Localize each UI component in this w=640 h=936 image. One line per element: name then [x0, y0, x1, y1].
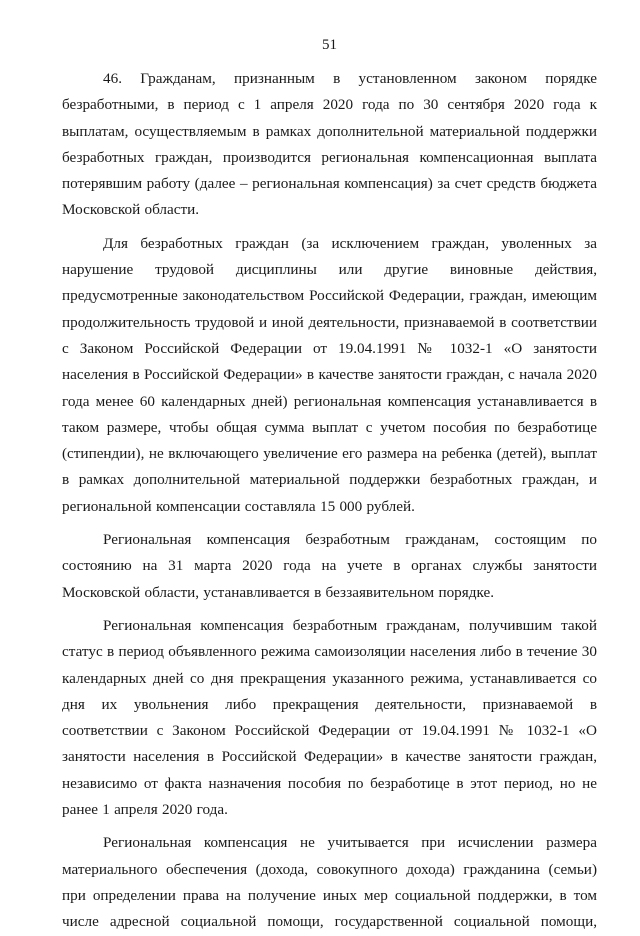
paragraph-compensation-amount: Для безработных граждан (за исключением граждан, уволенных за нарушение трудовой дисциплины или другие виновные действия, предусмотренные законодательством Российской Федерации, граждан, имеющим продолжительность трудовой и иной деятельности, признаваемой в соответствии с Законом Российской Федерации от 19.04.1991 № 1032-1 «О занятости населения в Российской Федерации» в качестве занятости граждан, с начала 2020 года менее 60 календарных дней) региональная компенсация устанавливается в таком размере, чтобы общая сумма выплат с учетом пособия по безработице (стипендии), не включающего увеличение его размера на ребенка (детей), выплат в рамках дополнительной материальной поддержки безработных граждан, и региональной компенсации составляла 15 000 рублей.	[62, 234, 597, 515]
paragraph-not-counted-as-income: Региональная компенсация не учитывается при исчислении размера материального обеспечения (дохода, совокупного дохода) гражданина (семьи) при определении права на получение иных мер социальной поддержки, в том числе адресной социальной помощи, государственной социальной помощи,	[62, 834, 597, 931]
document-page	[62, 0, 597, 931]
paragraph-46-unemployed-compensation: 46. Гражданам, признанным в установленном законом порядке безработными, в период с 1 апреля 2020 года по 30 сентября 2020 года к выплатам, осуществляемым в рамках дополнительной материальной поддержки безработных граждан, производится региональная компенсационная выплата потерявшим работу (далее – региональная компенсация) за счет средств бюджета Московской области.	[62, 70, 597, 219]
paragraph-self-isolation-period: Региональная компенсация безработным гражданам, получившим такой статус в период объявленного режима самоизоляции населения либо в течение 30 календарных дней со дня прекращения указанного режима, устанавливается со дня их увольнения либо прекращения деятельности, признаваемой в соответствии с Законом Российской Федерации от 19.04.1991 № 1032-1 «О занятости населения в Российской Федерации» в качестве занятости граждан, независимо от факта назначения пособия по безработице в этот период, но не ранее 1 апреля 2020 года.	[62, 616, 597, 819]
paragraph-registered-by-march-31: Региональная компенсация безработным гражданам, состоящим по состоянию на 31 марта 2020 года на учете в органах службы занятости Московской области, устанавливается в беззаявительном порядке.	[62, 531, 597, 601]
page-number: 51	[322, 37, 337, 53]
document-body	[62, 66, 597, 936]
